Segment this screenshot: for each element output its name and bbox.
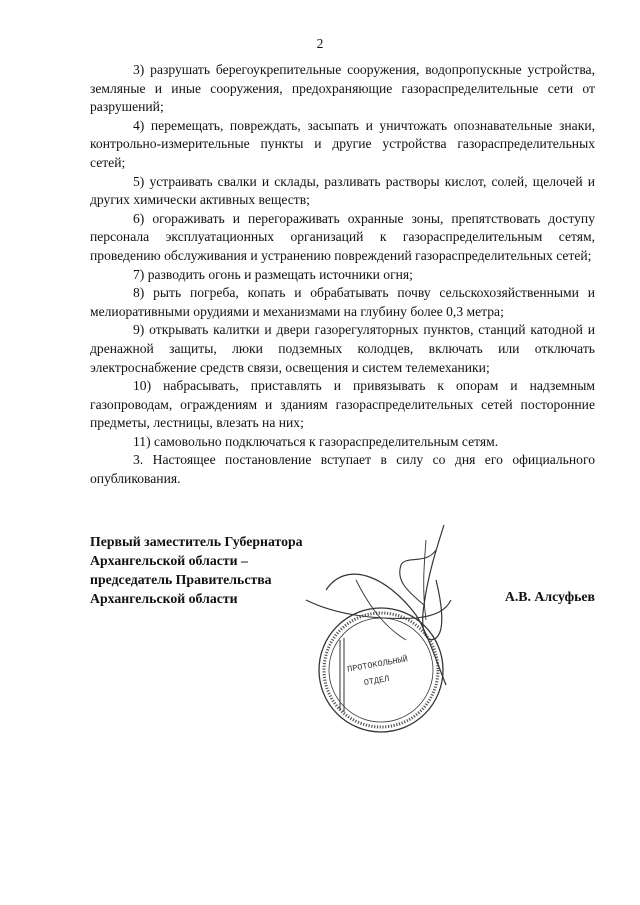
official-stamp-and-signature [296,520,596,750]
signer-title-line: Первый заместитель Губернатора [90,534,303,549]
seal-ring-text [324,613,438,727]
effective-date-clause: 3. Настоящее постановление вступает в силу со дня его официального опубликования. [90,452,595,487]
prohibition-item-8: 8) рыть погреба, копать и обрабатывать почву сельскохозяйственными и мелиоративными орудиями и механизмами на глубину более 0,3 метра; [90,285,595,319]
prohibition-item-10: 10) набрасывать, приставлять и привязывать к опорам и надземным газопроводам, ограждениям и зданиям газораспределительных сетей посторонние предметы, лестницы, влезать на них; [90,378,595,431]
document-body [90,61,595,489]
prohibition-item-9: 9) открывать калитки и двери газорегуляторных пунктов, станций катодной и дренажной защиты, люки подземных колодцев, включать или отключать электроснабжение средств связи, освещения и систем телемеханики; [90,322,595,375]
page-number: 2 [316,36,324,51]
prohibition-item-5: 5) устраивать свалки и склады, разливать растворы кислот, солей, щелочей и других химически активных веществ; [90,173,595,208]
signer-title-line: Архангельской области – [90,553,248,568]
seal-text-line2: ОТДЕЛ [363,673,391,689]
prohibition-item-11: 11) самовольно подключаться к газораспределительным сетям. [133,433,499,449]
signer-name: А.В. Алсуфьев [504,589,595,604]
prohibition-item-6: 6) огораживать и перегораживать охранные зоны, препятствовать доступу персонала эксплуатационных организаций к газораспределительным сетям, проведению обслуживания и устранению повреждений газораспределительных сетей; [90,210,595,263]
signature-stroke [400,550,436,605]
prohibition-item-7: 7) разводить огонь и размещать источники огня; [133,266,413,282]
signer-title-line: Архангельской области [90,591,238,606]
prohibition-item-4: 4) перемещать, повреждать, засыпать и уничтожать опознавательные знаки, контрольно-измерительные пункты и другие устройства газораспределительных сетей; [90,117,595,170]
signer-title-line: председатель Правительства [90,572,272,587]
seal-inner-text [346,653,411,690]
seal-inner-ring [329,618,433,722]
signer-title [90,532,303,608]
seal-text-line1: ПРОТОКОЛЬНЫЙ [346,654,409,675]
seal-outer-ring [319,608,443,732]
prohibition-item-3: 3) разрушать берегоукрепительные сооружения, водопропускные устройства, земляные и иные сооружения, предохраняющие газораспределительные сети от разрушений; [90,62,595,115]
